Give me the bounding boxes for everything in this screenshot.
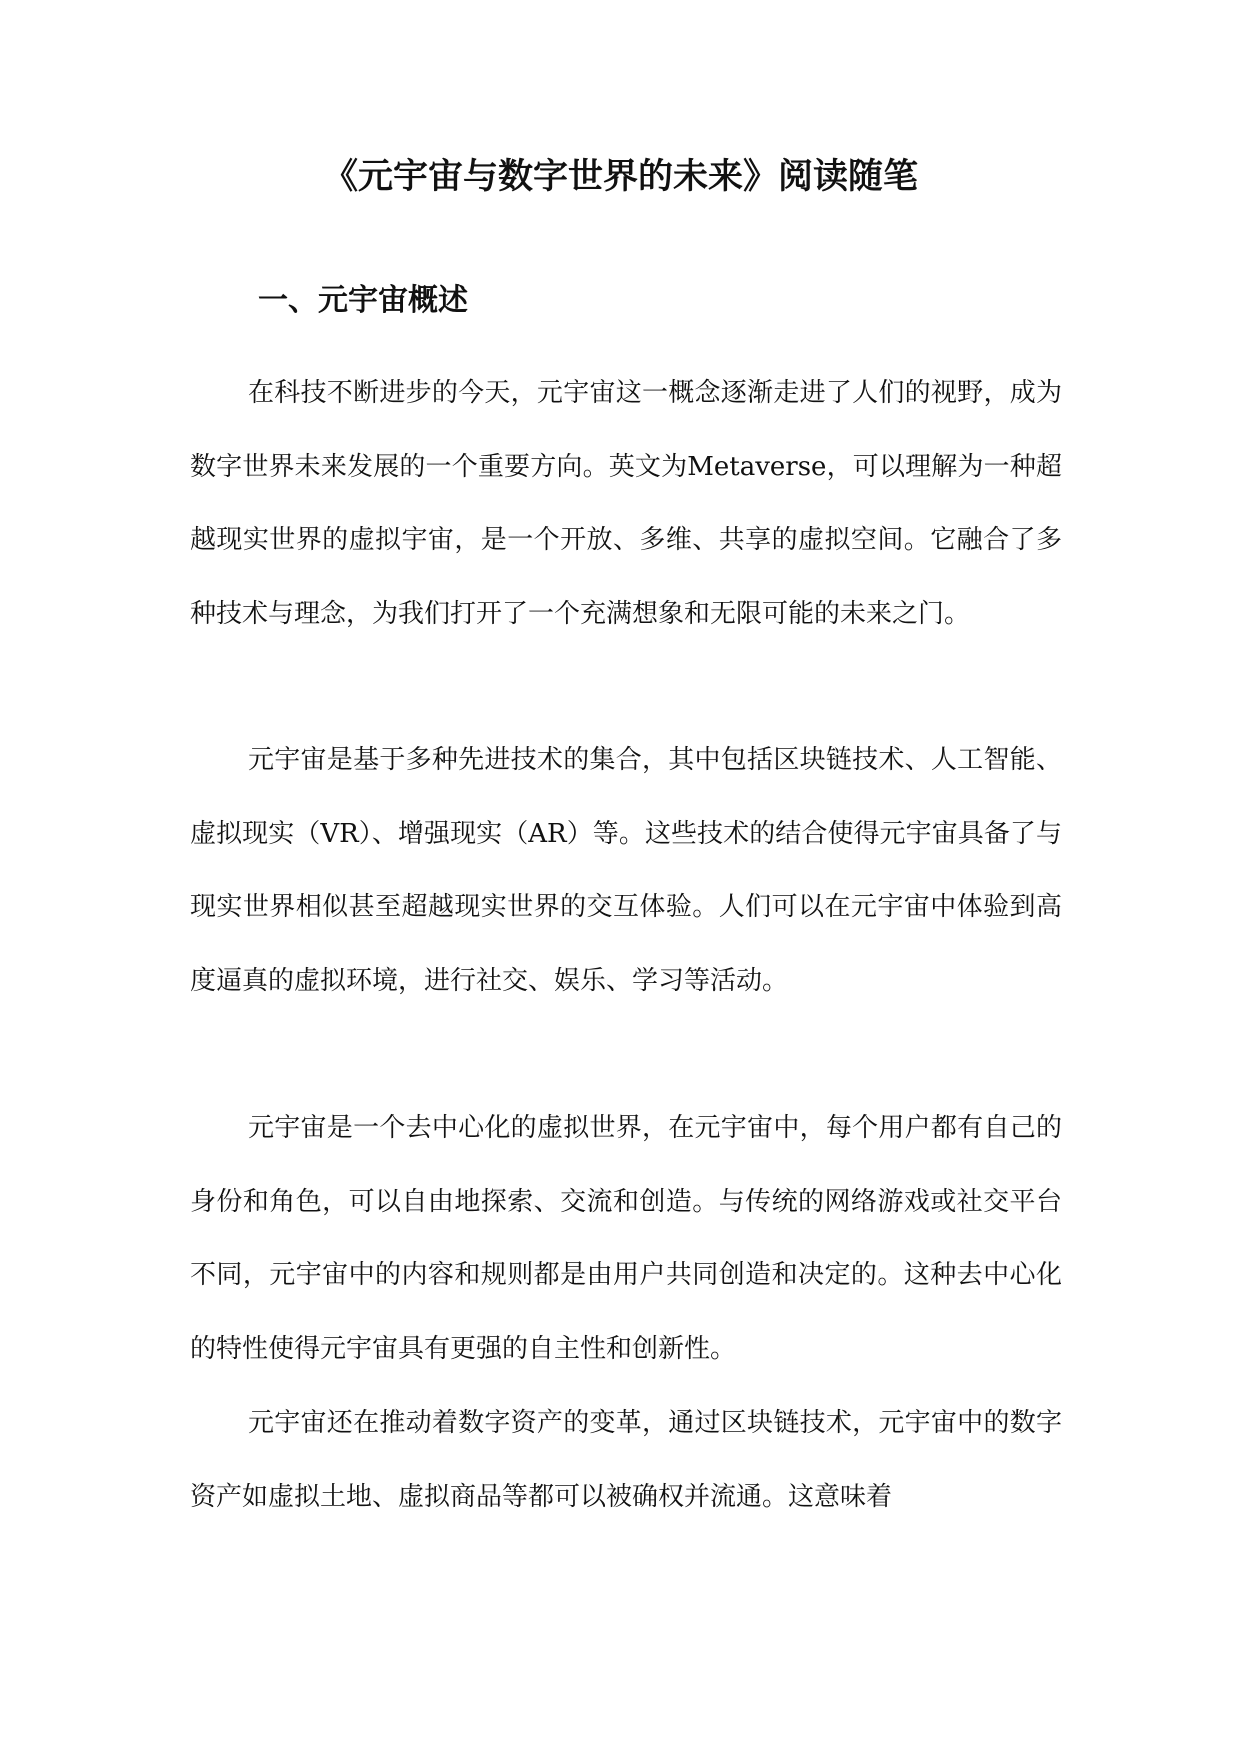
section-heading: 一、元宇宙概述 — [258, 283, 468, 318]
document-title: 《元宇宙与数字世界的未来》阅读随笔 — [322, 156, 918, 197]
body-paragraph: 元宇宙还在推动着数字资产的变革，通过区块链技术，元宇宙中的数字资产如虚拟土地、虚拟商品等都可以被确权并流通。这意味着 — [190, 1408, 1062, 1512]
body-paragraph: 在科技不断进步的今天，元宇宙这一概念逐渐走进了人们的视野，成为数字世界未来发展的一个重要方向。英文为Metaverse，可以理解为一种超越现实世界的虚拟宇宙，是一个开放、多维、共享的虚拟空间。它融合了多种技术与理念，为我们打开了一个充满想象和无限可能的未来之门。 — [190, 378, 1062, 629]
body-paragraph: 元宇宙是一个去中心化的虚拟世界，在元宇宙中，每个用户都有自己的身份和角色，可以自由地探索、交流和创造。与传统的网络游戏或社交平台不同，元宇宙中的内容和规则都是由用户共同创造和决定的。这种去中心化的特性使得元宇宙具有更强的自主性和创新性。 — [190, 1113, 1062, 1364]
body-paragraph: 元宇宙是基于多种先进技术的集合，其中包括区块链技术、人工智能、虚拟现实（VR）、增强现实（AR）等。这些技术的结合使得元宇宙具备了与现实世界相似甚至超越现实世界的交互体验。人们可以在元宇宙中体验到高度逼真的虚拟环境，进行社交、娱乐、学习等活动。 — [190, 745, 1062, 996]
